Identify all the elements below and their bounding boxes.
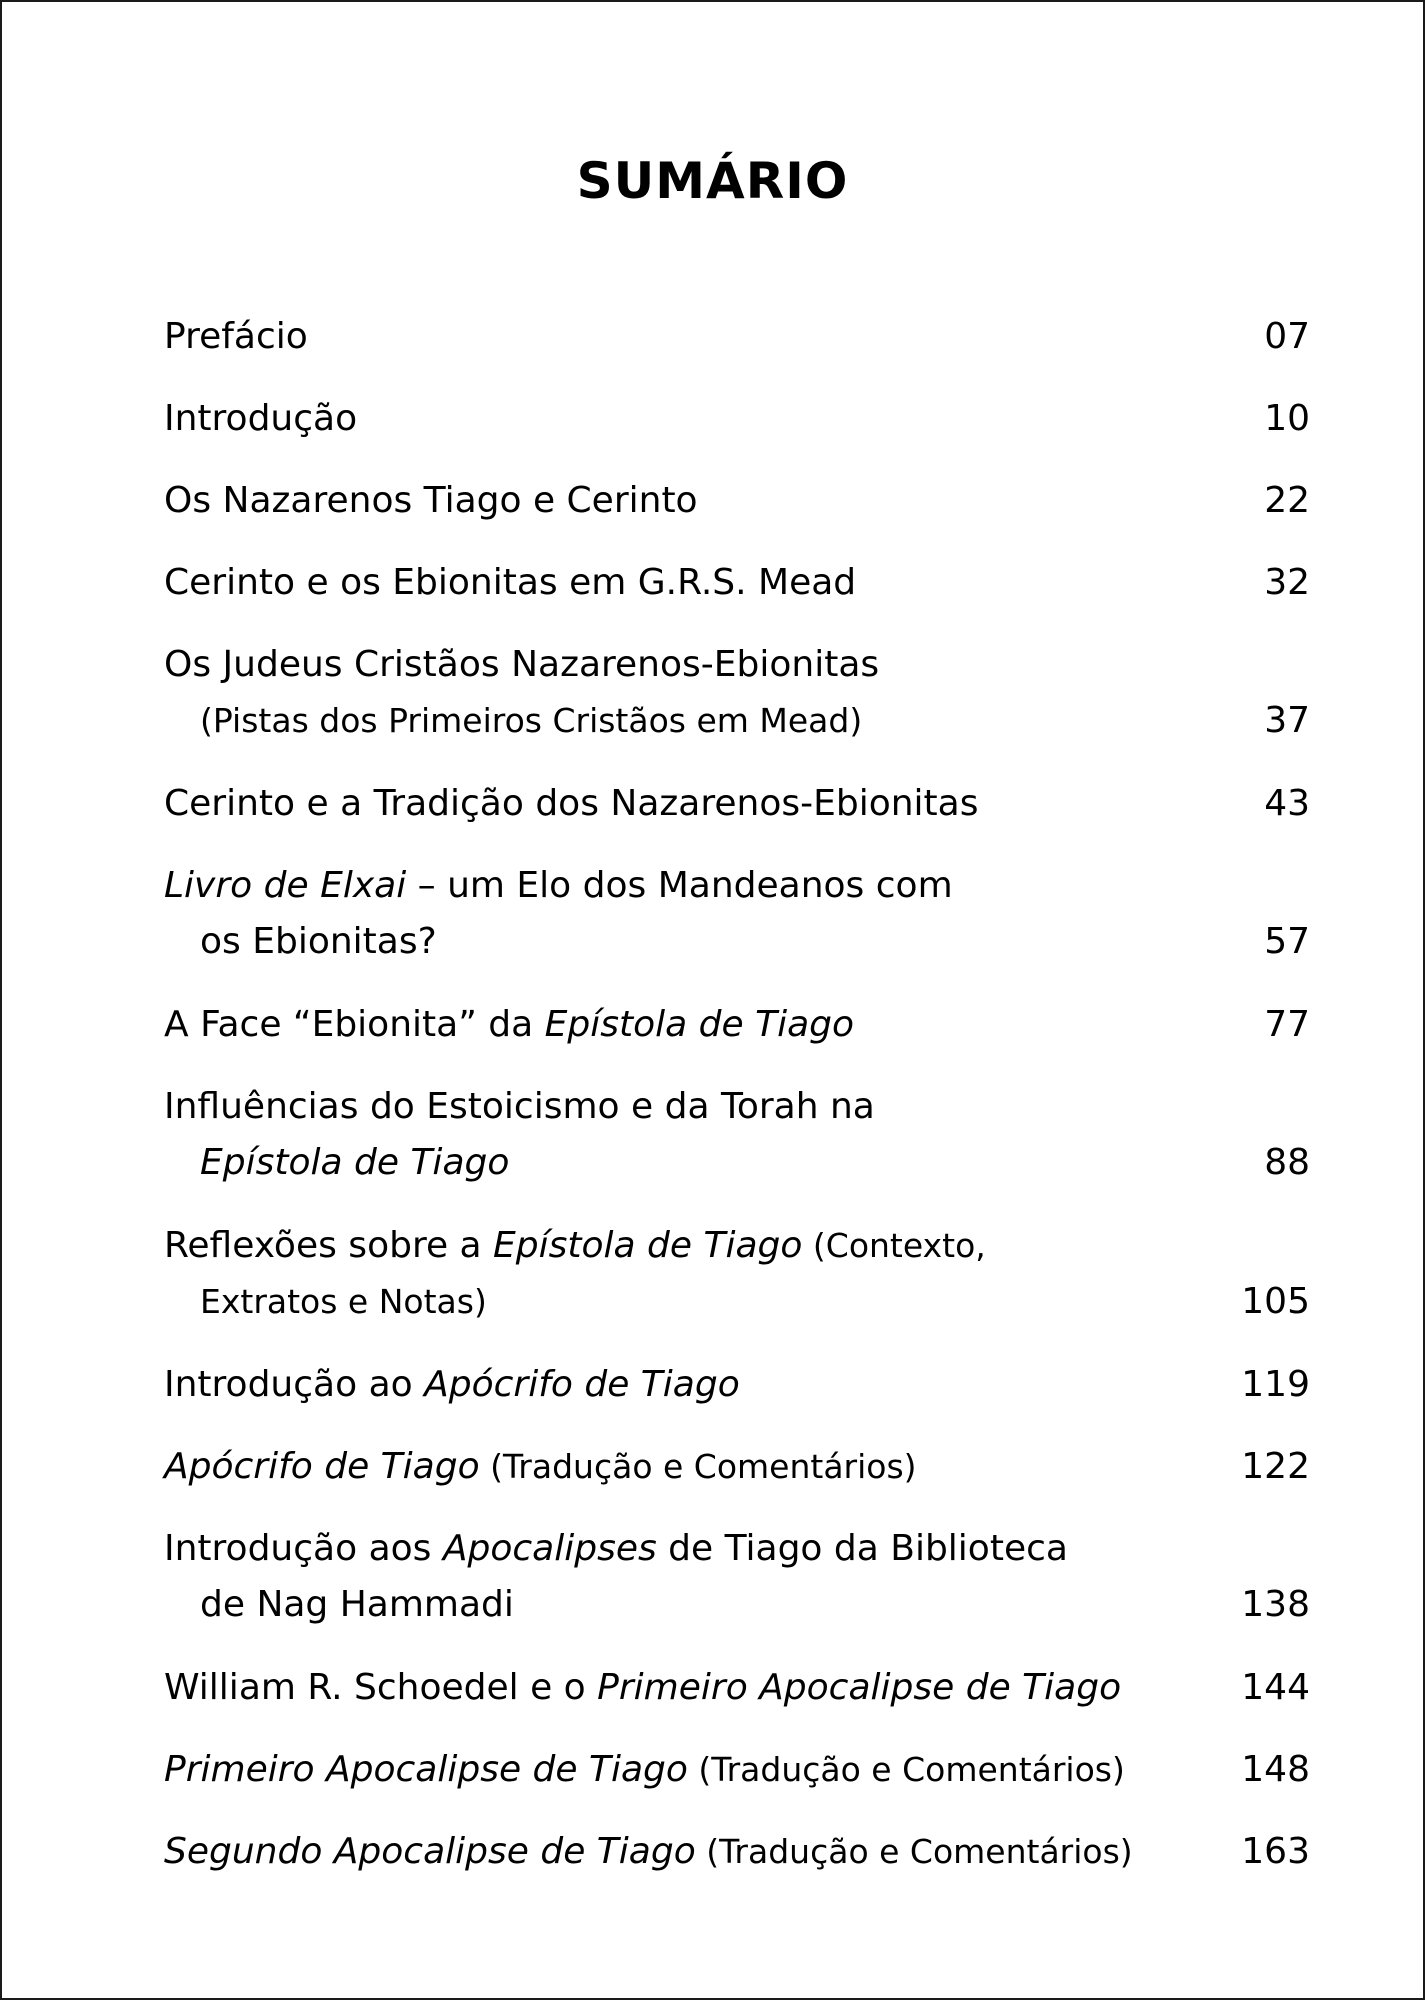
toc-entry <box>164 997 1310 1053</box>
toc-entry <box>164 391 1310 447</box>
toc-page-number: 43 <box>1264 783 1310 824</box>
toc-page-number: 07 <box>1264 316 1310 357</box>
toc-entry-title-italic: Epístola de Tiago <box>493 1225 803 1266</box>
toc-entry-title-italic: Primeiro Apocalipse de Tiago <box>164 1749 688 1790</box>
toc-page-number: 57 <box>1264 921 1310 962</box>
toc-page-number: 138 <box>1241 1584 1310 1625</box>
toc-page-number: 148 <box>1241 1749 1310 1790</box>
toc-page-number: 32 <box>1264 562 1310 603</box>
toc-entry <box>164 473 1310 529</box>
toc-entry-title: Cerinto e a Tradição dos Nazarenos-Ebionitas <box>164 783 979 824</box>
toc-entry-title: Os Judeus Cristãos Nazarenos-Ebionitas <box>164 644 880 685</box>
toc-entry-title-italic: Primeiro Apocalipse de Tiago <box>597 1667 1122 1708</box>
toc-entry-title: William R. Schoedel e o <box>164 1667 598 1708</box>
toc-entry-title-italic: Segundo Apocalipse de Tiago <box>164 1831 696 1872</box>
toc-entry <box>164 1521 1310 1633</box>
toc-entry-title-italic: Livro de Elxai <box>164 865 407 906</box>
toc-page-number: 37 <box>1264 700 1310 741</box>
toc-entry <box>164 555 1310 611</box>
toc-entry <box>164 309 1310 365</box>
toc-entry <box>164 637 1310 749</box>
toc-page-number: 105 <box>1241 1281 1310 1322</box>
toc-entry-title: Introdução <box>164 398 358 439</box>
toc-page-number: 122 <box>1241 1446 1310 1487</box>
toc-entry <box>164 1742 1310 1798</box>
toc-entry-title-note: (Tradução e Comentários) <box>695 1832 1133 1871</box>
toc-entry-title: Reflexões sobre a <box>164 1225 494 1266</box>
toc-entry-title: Cerinto e os Ebionitas em G.R.S. Mead <box>164 562 857 603</box>
toc-entry-title-note: (Tradução e Comentários) <box>687 1750 1125 1789</box>
toc-entry-title: Introdução ao <box>164 1364 425 1405</box>
toc-entry-title: Introdução aos <box>164 1528 443 1569</box>
toc-entry <box>164 1439 1310 1495</box>
toc-entry-title-italic: Apócrifo de Tiago <box>164 1446 480 1487</box>
toc-entry <box>164 1079 1310 1191</box>
toc-entry-title-note: (Contexto, <box>802 1226 986 1265</box>
toc-entry-title-italic: Epístola de Tiago <box>544 1004 855 1045</box>
toc-entry <box>164 1824 1310 1880</box>
toc-page-number: 144 <box>1241 1667 1310 1708</box>
toc-entry-subtitle: de Nag Hammadi <box>200 1584 514 1625</box>
toc-entry-title-italic: Apocalipses <box>442 1528 657 1569</box>
toc-entry <box>164 1660 1310 1716</box>
toc-entry-subtitle: (Pistas dos Primeiros Cristãos em Mead) <box>200 701 863 740</box>
toc-page-number: 22 <box>1264 480 1310 521</box>
toc-page-number: 163 <box>1241 1831 1310 1872</box>
toc-entry-subtitle: os Ebionitas? <box>200 921 437 962</box>
toc-entry-title: de Tiago da Biblioteca <box>656 1528 1068 1569</box>
toc-entry-title-italic: Apócrifo de Tiago <box>424 1364 740 1405</box>
toc-entry-title: Prefácio <box>164 316 308 357</box>
toc-entry-title: A Face “Ebionita” da <box>164 1004 545 1045</box>
toc-page-number: 119 <box>1241 1364 1310 1405</box>
toc-entry-title-note: (Tradução e Comentários) <box>479 1447 917 1486</box>
toc-page-number: 88 <box>1264 1142 1310 1183</box>
toc-entry <box>164 858 1310 970</box>
toc-entry <box>164 1218 1310 1330</box>
toc-page-number: 10 <box>1264 398 1310 439</box>
toc-entry-title: Os Nazarenos Tiago e Cerinto <box>164 480 698 521</box>
toc-page-number: 77 <box>1264 1004 1310 1045</box>
page-title: SUMÁRIO <box>576 152 849 210</box>
toc-entry-title: – um Elo dos Mandeanos com <box>406 865 953 906</box>
toc-entry-subtitle-italic: Epístola de Tiago <box>200 1142 510 1183</box>
toc-entry-subtitle: Extratos e Notas) <box>200 1282 487 1321</box>
toc-entry-title: Influências do Estoicismo e da Torah na <box>164 1086 875 1127</box>
toc-entry <box>164 776 1310 832</box>
toc-entry <box>164 1357 1310 1413</box>
